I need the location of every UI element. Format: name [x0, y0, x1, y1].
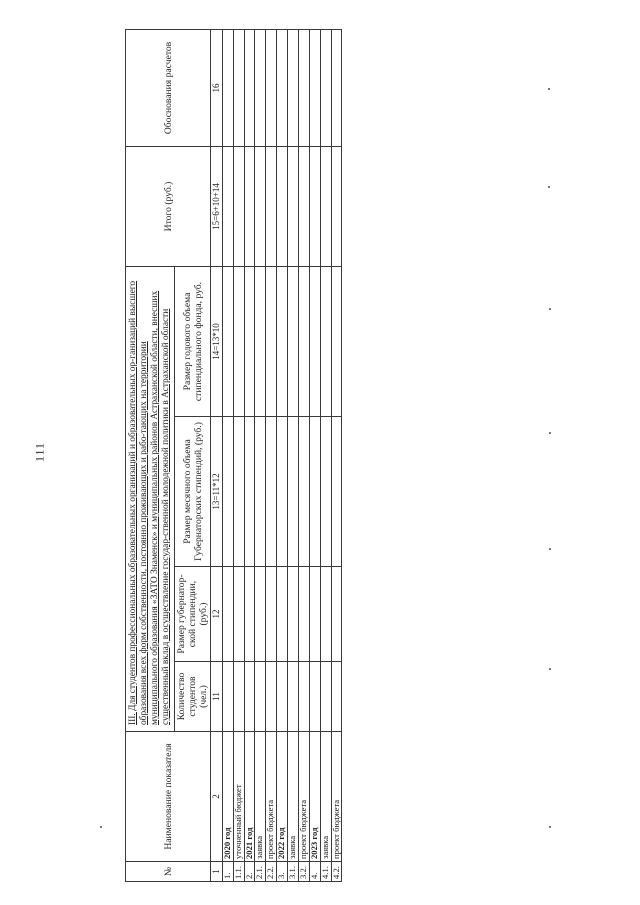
budget-table [125, 29, 342, 882]
col-number: 2 [211, 732, 222, 862]
cell-monthly [233, 417, 244, 567]
col-annual-header: Размер годового объема стипендиального фонда, руб. [175, 266, 211, 416]
table-row [298, 29, 309, 881]
col-monthly-header: Размер месячного объема Губернаторских стипендий, (руб.) [175, 417, 211, 567]
cell-total [298, 146, 309, 266]
cell-total [222, 146, 233, 266]
cell-annual [255, 266, 266, 416]
table-row [331, 29, 342, 881]
table-row [320, 29, 331, 881]
column-number-row [211, 29, 222, 881]
row-label: проект бюджета [298, 732, 309, 862]
table-row [255, 29, 266, 881]
col-total-header: Итого (руб.) [126, 146, 211, 266]
cell-monthly [331, 417, 342, 567]
table-row [266, 29, 277, 881]
cell-total [266, 146, 277, 266]
row-number: 3.2. [298, 862, 309, 882]
row-number: 3. [277, 862, 288, 882]
section-title [126, 266, 175, 731]
cell-monthly [277, 417, 288, 567]
col-number: 13=11*12 [211, 417, 222, 567]
cell-monthly [255, 417, 266, 567]
col-number: 14=13*10 [211, 266, 222, 416]
cell-students [298, 662, 309, 732]
row-number: 2.2. [266, 862, 277, 882]
col-justification-header: Обоснования расчетов [126, 29, 211, 146]
cell-stipend-size [309, 567, 320, 662]
row-label: заявка [255, 732, 266, 862]
cell-stipend-size [331, 567, 342, 662]
row-label: заявка [320, 732, 331, 862]
row-number: 2.1. [255, 862, 266, 882]
cell-students [277, 662, 288, 732]
cell-stipend-size [298, 567, 309, 662]
cell-stipend-size [244, 567, 255, 662]
cell-total [331, 146, 342, 266]
cell-monthly [320, 417, 331, 567]
cell-justification [277, 29, 288, 146]
table-row [309, 29, 320, 881]
row-number: 4. [309, 862, 320, 882]
cell-monthly [309, 417, 320, 567]
cell-annual [277, 266, 288, 416]
row-number: 4.2. [331, 862, 342, 882]
cell-monthly [288, 417, 299, 567]
cell-monthly [298, 417, 309, 567]
cell-total [309, 146, 320, 266]
row-number: 1.1. [233, 862, 244, 882]
cell-students [244, 662, 255, 732]
cell-justification [331, 29, 342, 146]
scan-speck [549, 826, 551, 828]
cell-total [288, 146, 299, 266]
cell-justification [222, 29, 233, 146]
col-number: 12 [211, 567, 222, 662]
row-label: 2022 год [277, 732, 288, 862]
cell-stipend-size [277, 567, 288, 662]
col-number: 11 [211, 662, 222, 732]
cell-justification [233, 29, 244, 146]
scan-speck [549, 548, 551, 550]
col-no-header: № [126, 862, 211, 882]
scan-speck [548, 186, 550, 188]
row-number: 4.1. [320, 862, 331, 882]
table-rotation [125, 30, 341, 882]
cell-annual [331, 266, 342, 416]
cell-total [320, 146, 331, 266]
row-label: 2020 год [222, 732, 233, 862]
cell-monthly [244, 417, 255, 567]
cell-justification [255, 29, 266, 146]
row-label: уточненный бюджет [233, 732, 244, 862]
cell-monthly [222, 417, 233, 567]
row-number: 2. [244, 862, 255, 882]
col-number: 1 [211, 862, 222, 882]
cell-students [288, 662, 299, 732]
cell-students [266, 662, 277, 732]
cell-students [255, 662, 266, 732]
cell-annual [298, 266, 309, 416]
cell-annual [244, 266, 255, 416]
cell-stipend-size [255, 567, 266, 662]
cell-stipend-size [320, 567, 331, 662]
cell-total [233, 146, 244, 266]
cell-stipend-size [266, 567, 277, 662]
scan-speck [549, 668, 551, 670]
col-number: 16 [211, 29, 222, 146]
cell-monthly [266, 417, 277, 567]
table-row [244, 29, 255, 881]
row-label: проект бюджета [266, 732, 277, 862]
cell-students [233, 662, 244, 732]
cell-justification [266, 29, 277, 146]
cell-justification [288, 29, 299, 146]
table-row [233, 29, 244, 881]
cell-justification [298, 29, 309, 146]
cell-stipend-size [288, 567, 299, 662]
col-number: 15=6+10+14 [211, 146, 222, 266]
row-label: 2021 год [244, 732, 255, 862]
scan-speck [548, 88, 550, 90]
row-label: 2023 год [309, 732, 320, 862]
cell-annual [222, 266, 233, 416]
row-number: 3.1. [288, 862, 299, 882]
table-row [277, 29, 288, 881]
scan-speck [549, 308, 551, 310]
cell-justification [244, 29, 255, 146]
cell-total [277, 146, 288, 266]
cell-stipend-size [233, 567, 244, 662]
section-title-text: III. Для студентов профессиональных образовательных организаций и образовательных ор-ганизаций высшего образования всех форм собственности, постоянно проживающих и рабо-тающих на территории муниципального образования «ЗАТО Знаменск» и муниципальных районов Астраханской области, внесших существенный вклад в осуществление государ-ственной молодежной политики в Астраханской области [128, 280, 172, 725]
table-row [222, 29, 233, 881]
cell-students [222, 662, 233, 732]
row-label: проект бюджета [331, 732, 342, 862]
scan-speck [549, 432, 551, 434]
cell-annual [266, 266, 277, 416]
rotated-table-area [125, 30, 341, 882]
cell-annual [233, 266, 244, 416]
cell-students [309, 662, 320, 732]
cell-justification [309, 29, 320, 146]
page-number: 111 [32, 441, 47, 463]
col-indicator-header: Наименование показателя [126, 732, 211, 862]
col-students-header: Количество студентов (чел.) [175, 662, 211, 732]
cell-students [320, 662, 331, 732]
table-row [288, 29, 299, 881]
cell-annual [320, 266, 331, 416]
cell-total [244, 146, 255, 266]
cell-justification [320, 29, 331, 146]
scan-speck [100, 826, 102, 828]
cell-annual [309, 266, 320, 416]
table-body [222, 29, 342, 881]
cell-stipend-size [222, 567, 233, 662]
row-label: заявка [288, 732, 299, 862]
cell-students [331, 662, 342, 732]
col-stipend-size-header: Размер губернатор-ской стипендии, (руб.) [175, 567, 211, 662]
cell-annual [288, 266, 299, 416]
cell-total [255, 146, 266, 266]
header-row-1 [126, 29, 175, 881]
row-number: 1. [222, 862, 233, 882]
